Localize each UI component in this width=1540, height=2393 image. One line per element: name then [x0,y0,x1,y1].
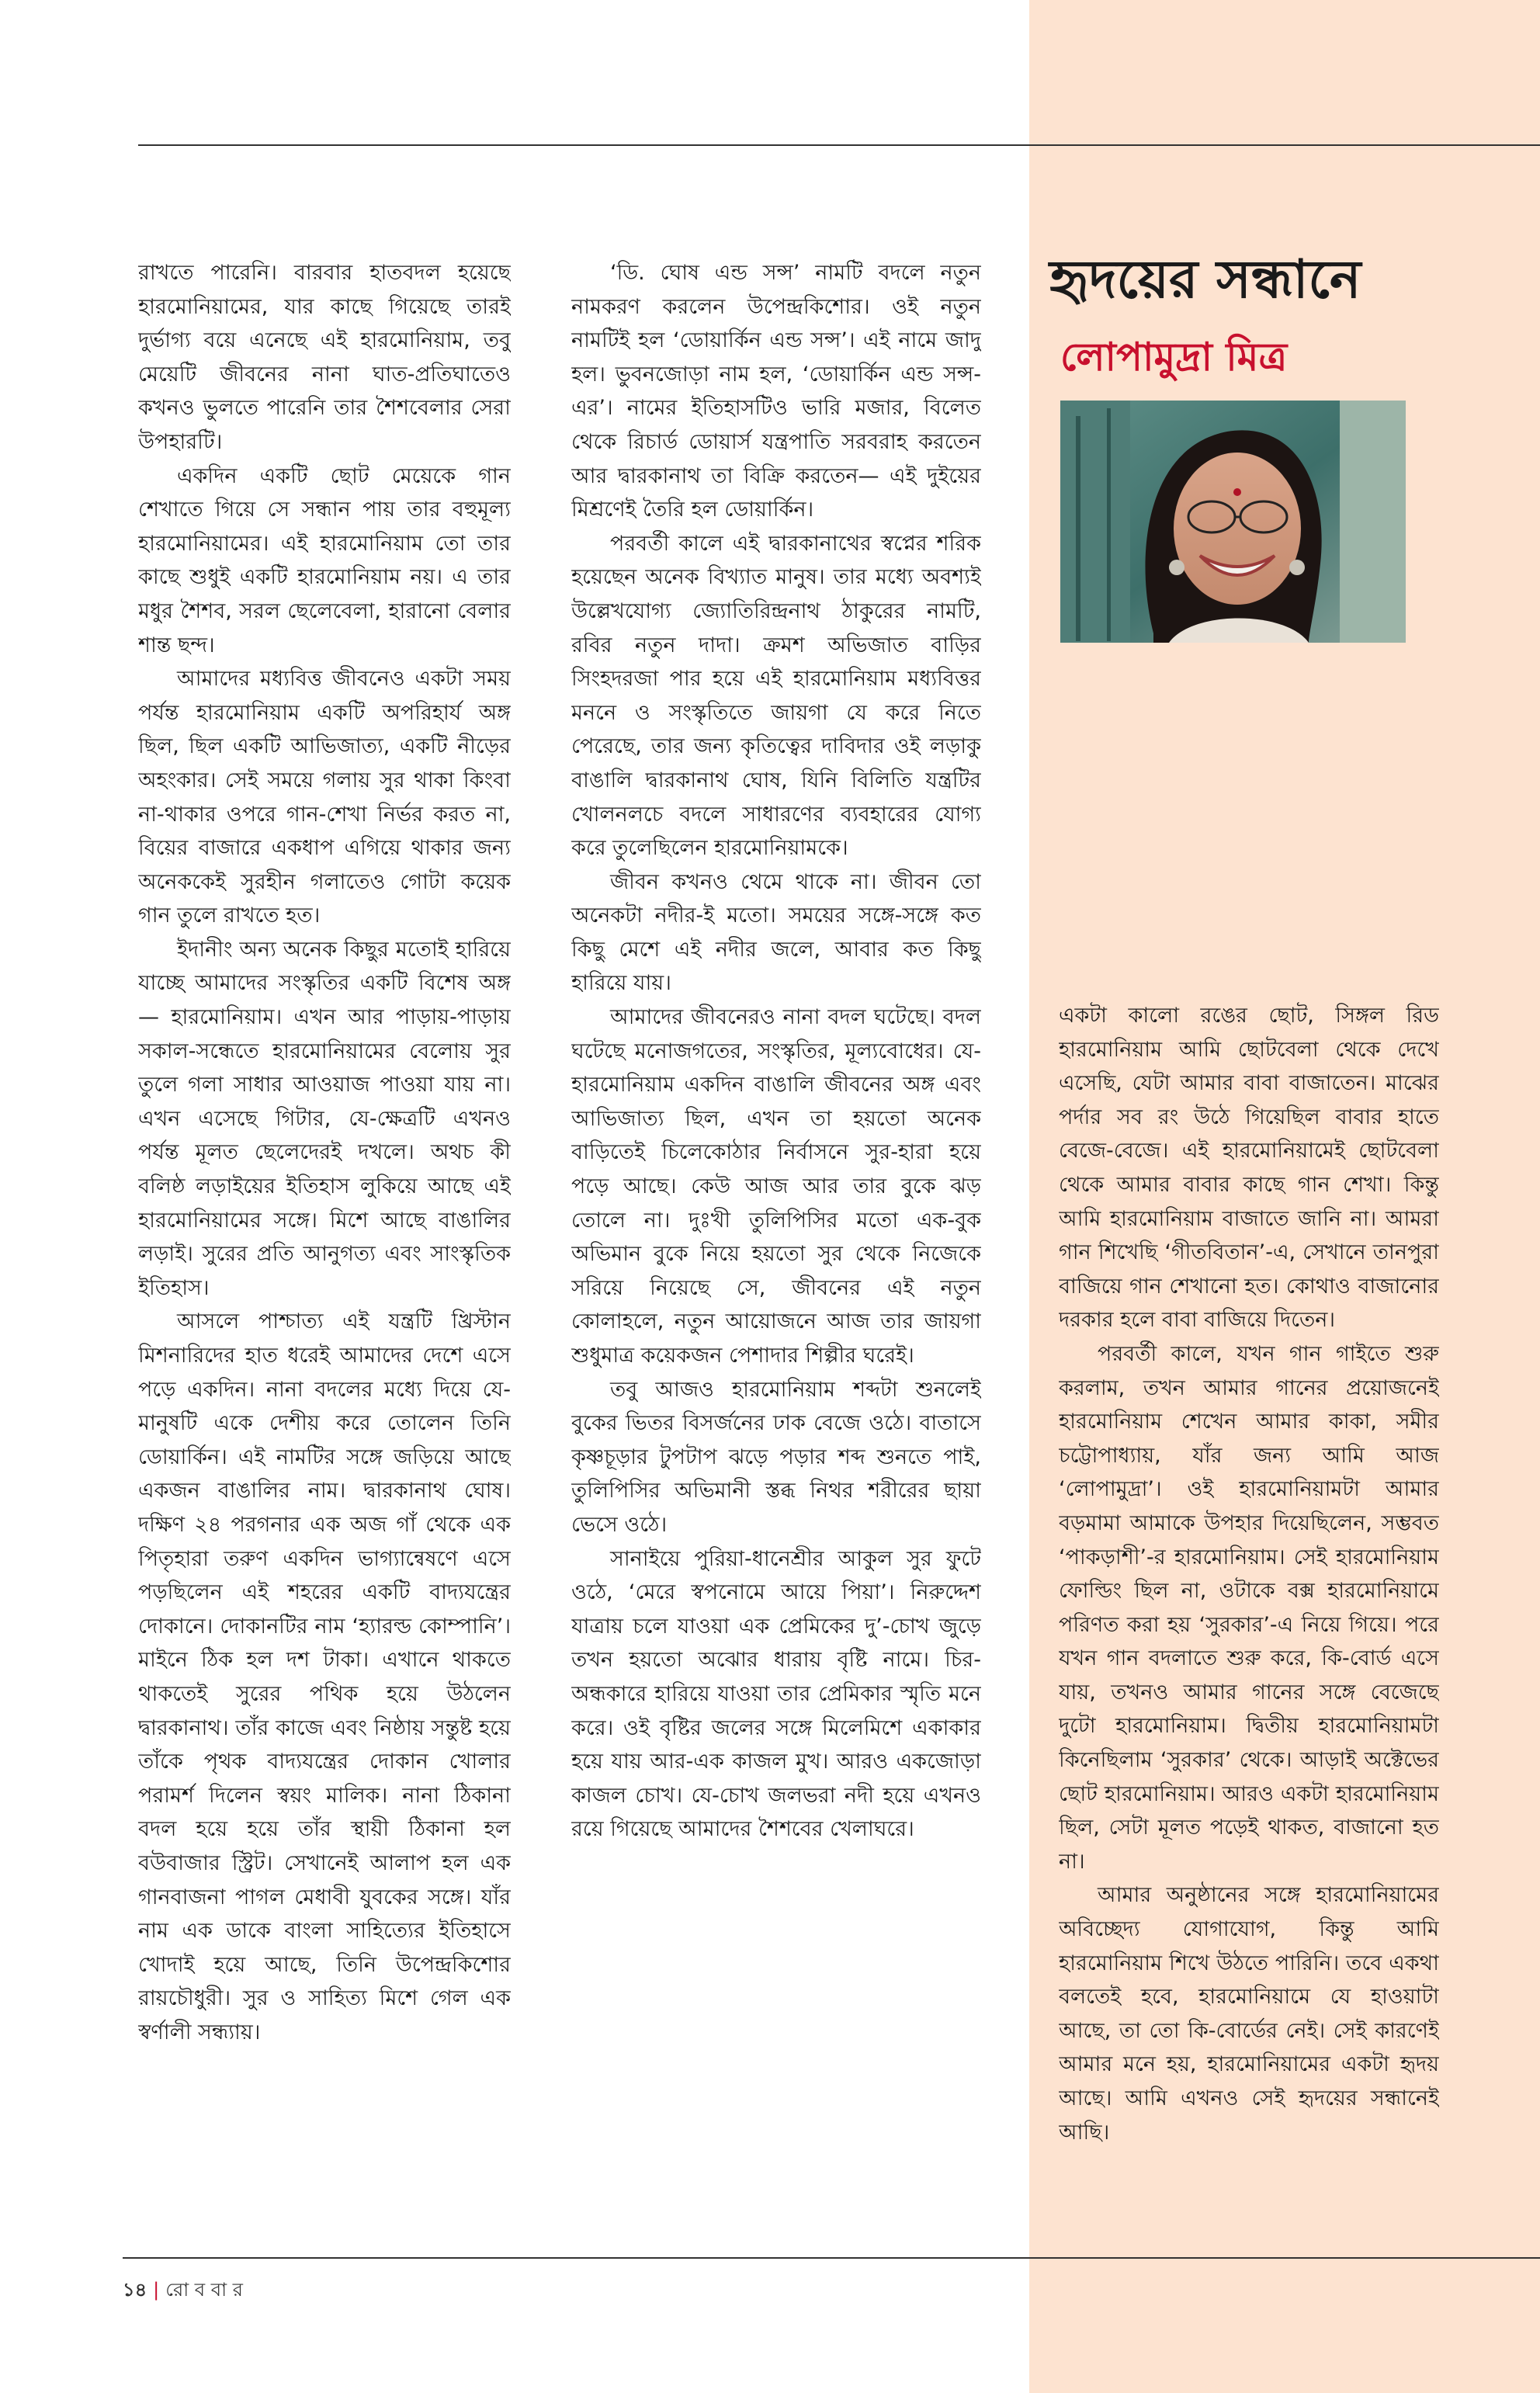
footer-separator: | [153,2279,160,2301]
bottom-rule [123,2257,1540,2259]
paragraph: তবু আজও হারমোনিয়াম শব্দটা শুনলেই বুকের ভিতর বিসর্জনের ঢাক বেজে ওঠে। বাতাসে কৃষ্ণচূড়ার টুপটাপ ঝড়ে পড়ার শব্দ শুনতে পাই, তুলিপিসির অভিমানী স্তব্ধ নিথর শরীরের ছায়া ভেসে ওঠে। [571,1377,981,1537]
article-column-1 [138,256,511,2212]
paragraph: পরবর্তী কালে, যখন গান গাইতে শুরু করলাম, তখন আমার গানের প্রয়োজনেই হারমোনিয়াম শেখেন আমার কাকা, সমীর চট্টোপাধ্যায়, যাঁর জন্য আমি আজ ‘লোপামুদ্রা’। ওই হারমোনিয়ামটা আমার বড়মামা আমাকে উপহার দিয়েছিলেন, সম্ভবত ‘পাকড়াশী’-র হারমোনিয়াম। সেই হারমোনিয়াম ফোল্ডিং ছিল না, ওটাকে বক্স হারমোনিয়ামে পরিণত করা হয় ‘সুরকার’-এ নিয়ে গিয়ে। পরে যখন গান বদলাতে শুরু করে, কি-বোর্ড এসে যায়, তখনও আমার গানের সঙ্গে বেজেছে দুটো হারমোনিয়াম। দ্বিতীয় হারমোনিয়ামটা কিনেছিলাম ‘সুরকার’ থেকে। আড়াই অক্টেভের ছোট হারমোনিয়াম। আরও একটা হারমোনিয়াম ছিল, সেটা মূলত পড়েই থাকত, বাজানো হত না। [1059,1341,1439,1874]
paragraph: পরবর্তী কালে এই দ্বারকানাথের স্বপ্নের শরিক হয়েছেন অনেক বিখ্যাত মানুষ। তার মধ্যে অবশ্যই উল্লেখযোগ্য জ্যোতিরিন্দ্রনাথ ঠাকুরের নামটি, রবির নতুন দাদা। ক্রমশ অভিজাত বাড়ির সিংহদরজা পার হয়ে এই হারমোনিয়াম মধ্যবিত্তর মননে ও সংস্কৃতিতে জায়গা যে করে নিতে পেরেছে, তার জন্য কৃতিত্বের দাবিদার ওই লড়াকু বাঙালি দ্বারকানাথ ঘোষ, যিনি বিলিতি যন্ত্রটির খোলনলচে বদলে সাধারণের ব্যবহারের যোগ্য করে তুলেছিলেন হারমোনিয়ামকে। [571,531,981,861]
page-number: ১৪ [123,2279,147,2301]
paragraph: জীবন কখনও থেমে থাকে না। জীবন তো অনেকটা নদীর-ই মতো। সময়ের সঙ্গে-সঙ্গে কত কিছু মেশে এই নদীর জলে, আবার কত কিছু হারিয়ে যায়। [571,869,981,996]
author-photo [1060,401,1406,643]
paragraph: ‘ডি. ঘোষ এন্ড সন্স’ নামটি বদলে নতুন নামকরণ করলেন উপেন্দ্রকিশোর। ওই নতুন নামটিই হল ‘ডোয়ার্কিন এন্ড সন্স’। এই নামে জাদু হল। ভুবনজোড়া নাম হল, ‘ডোয়ার্কিন এন্ড সন্স-এর’। নামের ইতিহাসটিও ভারি মজার, বিলেত থেকে রিচার্ড ডোয়ার্স যন্ত্রপাতি সরবরাহ করতেন আর দ্বারকানাথ তা বিক্রি করতেন— এই দুইয়ের মিশ্রণেই তৈরি হল ডোয়ার্কিন। [571,261,981,522]
paragraph: একদিন একটি ছোট মেয়েকে গান শেখাতে গিয়ে সে সন্ধান পায় তার বহুমূল্য হারমোনিয়ামের। এই হারমোনিয়াম তো তার কাছে শুধুই একটি হারমোনিয়াম নয়। এ তার মধুর শৈশব, সরল ছেলেবেলা, হারানো বেলার শান্ত ছন্দ। [138,463,511,657]
paragraph: আসলে পাশ্চাত্য এই যন্ত্রটি খ্রিস্টান মিশনারিদের হাত ধরেই আমাদের দেশে এসে পড়ে একদিন। নানা বদলের মধ্যে দিয়ে যে-মানুষটি একে দেশীয় করে তোলেন তিনি ডোয়ার্কিন। এই নামটির সঙ্গে জড়িয়ে আছে একজন বাঙালির নাম। দ্বারকানাথ ঘোষ। দক্ষিণ ২৪ পরগনার এক অজ গাঁ থেকে এক পিতৃহারা তরুণ একদিন ভাগ্যান্বেষণে এসে পড়ছিলেন এই শহরের একটি বাদ্যযন্ত্রের দোকানে। দোকানটির নাম ‘হ্যারল্ড কোম্পানি’। মাইনে ঠিক হল দশ টাকা। এখানে থাকতে থাকতেই সুরের পথিক হয়ে উঠলেন দ্বারকানাথ। তাঁর কাজে এবং নিষ্ঠায় সন্তুষ্ট হয়ে তাঁকে পৃথক বাদ্যযন্ত্রের দোকান খোলার পরামর্শ দিলেন স্বয়ং মালিক। নানা ঠিকানা বদল হয়ে হয়ে তাঁর স্থায়ী ঠিকানা হল বউবাজার স্ট্রিট। সেখানেই আলাপ হল এক গানবাজনা পাগল মেধাবী যুবকের সঙ্গে। যাঁর নাম এক ডাকে বাংলা সাহিত্যের ইতিহাসে খোদাই হয়ে আছে, তিনি উপেন্দ্রকিশোর রায়চৌধুরী। সুর ও সাহিত্য মিশে গেল এক স্বর্ণালী সন্ধ্যায়। [138,1309,511,2044]
sidebar-title: হৃদয়ের সন্ধানে [1049,248,1361,310]
paragraph: ইদানীং অন্য অনেক কিছুর মতোই হারিয়ে যাচ্ছে আমাদের সংস্কৃতির একটি বিশেষ অঙ্গ— হারমোনিয়াম। এখন আর পাড়ায়-পাড়ায় সকাল-সন্ধেতে হারমোনিয়ামের বেলোয় সুর তুলে গলা সাধার আওয়াজ পাওয়া যায় না। এখন এসেছে গিটার, যে-ক্ষেত্রটি এখনও পর্যন্ত মূলত ছেলেদেরই দখলে। অথচ কী বলিষ্ঠ লড়াইয়ের ইতিহাস লুকিয়ে আছে এই হারমোনিয়ামের সঙ্গে। মিশে আছে বাঙালির লড়াই। সুরের প্রতি আনুগত্য এবং সাংস্কৃতিক ইতিহাস। [138,937,511,1300]
author-portrait-image [1060,401,1406,643]
paragraph: আমাদের জীবনেরও নানা বদল ঘটেছে। বদল ঘটেছে মনোজগতের, সংস্কৃতির, মূল্যবোধের। যে-হারমোনিয়াম একদিন বাঙালি জীবনের অঙ্গ এবং আভিজাত্য ছিল, এখন তা হয়তো অনেক বাড়িতেই চিলেকোঠার নির্বাসনে সুর-হারা হয়ে পড়ে আছে। কেউ আজ আর তার বুকে ঝড় তোলে না। দুঃখী তুলিপিসির মতো এক-বুক অভিমান বুকে নিয়ে হয়তো সুর থেকে নিজেকে সরিয়ে নিয়েছে সে, জীবনের এই নতুন কোলাহলে, নতুন আয়োজনে আজ তার জায়গা শুধুমাত্র কয়েকজন পেশাদার শিল্পীর ঘরেই। [571,1005,981,1368]
article-column-2 [571,256,981,2212]
paragraph: আমার অনুষ্ঠানের সঙ্গে হারমোনিয়ামের অবিচ্ছেদ্য যোগাযোগ, কিন্তু আমি হারমোনিয়াম শিখে উঠতে পারিনি। তবে একথা বলতেই হবে, হারমোনিয়ামে যে হাওয়াটা আছে, তা তো কি-বোর্ডের নেই। সেই কারণেই আমার মনে হয়, হারমোনিয়ামের একটা হৃদয় আছে। আমি এখনও সেই হৃদয়ের সন্ধানেই আছি। [1059,1883,1439,2145]
sidebar-text [1059,999,1439,2225]
magazine-name: রো ব বা র [165,2279,243,2301]
paragraph: রাখতে পারেনি। বারবার হাতবদল হয়েছে হারমোনিয়ামের, যার কাছে গিয়েছে তারই দুর্ভাগ্য বয়ে এনেছে এই হারমোনিয়াম, তবু মেয়েটি জীবনের নানা ঘাত-প্রতিঘাতেও কখনও ভুলতে পারেনি তার শৈশবেলার সেরা উপহারটি। [138,261,511,454]
sidebar-author: লোপামুদ্রা মিত্র [1060,334,1288,380]
page-footer [123,2278,243,2301]
paragraph: আমাদের মধ্যবিত্ত জীবনেও একটা সময় পর্যন্ত হারমোনিয়াম একটি অপরিহার্য অঙ্গ ছিল, ছিল একটি আভিজাত্য, একটি নীড়ের অহংকার। সেই সময়ে গলায় সুর থাকা কিংবা না-থাকার ওপরে গান-শেখা নির্ভর করত না, বিয়ের বাজারে একধাপ এগিয়ে থাকার জন্য অনেককেই সুরহীন গলাতেও গোটা কয়েক গান তুলে রাখতে হত। [138,667,511,928]
paragraph: একটা কালো রঙের ছোট, সিঙ্গল রিড হারমোনিয়াম আমি ছোটবেলা থেকে দেখে এসেছি, যেটা আমার বাবা বাজাতেন। মাঝের পর্দার সব রং উঠে গিয়েছিল বাবার হাতে বেজে-বেজে। এই হারমোনিয়ামেই ছোটবেলা থেকে আমার বাবার কাছে গান শেখা। কিন্তু আমি হারমোনিয়াম বাজাতে জানি না। আমরা গান শিখেছি ‘গীতবিতান’-এ, সেখানে তানপুরা বাজিয়ে গান শেখানো হত। কোথাও বাজানোর দরকার হলে বাবা বাজিয়ে দিতেন। [1059,1004,1439,1333]
top-rule [138,144,1540,146]
paragraph: সানাইয়ে পুরিয়া-ধানেশ্রীর আকুল সুর ফুটে ওঠে, ‘মেরে স্বপনোমে আয়ে পিয়া’। নিরুদ্দেশ যাত্রায় চলে যাওয়া এক প্রেমিকের দু’-চোখ জুড়ে তখন হয়তো অঝোর ধারায় বৃষ্টি নামে। চির-অন্ধকারে হারিয়ে যাওয়া তার প্রেমিকার স্মৃতি মনে করে। ওই বৃষ্টির জলের সঙ্গে মিলেমিশে একাকার হয়ে যায় আর-এক কাজল মুখ। আরও একজোড়া কাজল চোখ। যে-চোখ জলভরা নদী হয়ে এখনও রয়ে গিয়েছে আমাদের শৈশবের খেলাঘরে। [571,1546,981,1842]
